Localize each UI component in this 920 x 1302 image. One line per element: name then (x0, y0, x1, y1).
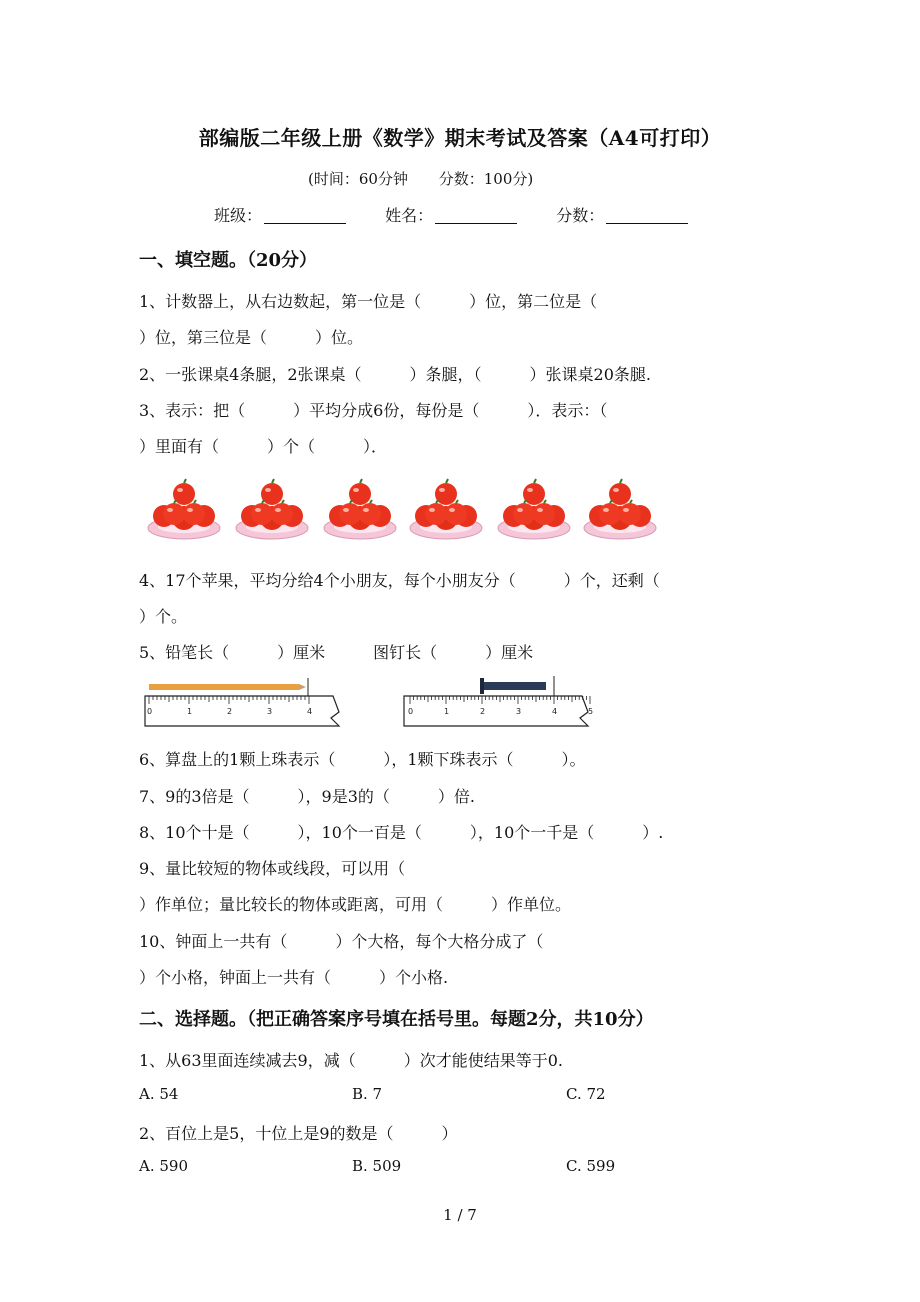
apple-plates-illustration (146, 478, 666, 544)
points-label: 分数： (556, 206, 605, 225)
question-line: 10、钟面上一共有（ ）个大格，每个大格分成了（ (139, 932, 544, 951)
ruler-tick-label: 1 (444, 707, 450, 716)
student-info (214, 203, 722, 226)
ruler-tick-label: 1 (187, 707, 193, 716)
question-line: 3、表示：把（ ）平均分成6份，每份是（ ）．表示：（ (139, 401, 608, 420)
question-line: 7、9的3倍是（ ），9是3的（ ）倍. (139, 787, 475, 806)
question-line: 8、10个十是（ ），10个一百是（ ），10个一千是（ ）. (139, 823, 664, 842)
ruler-tick-label: 4 (552, 707, 558, 716)
apple-plate (324, 479, 396, 539)
ruler-tick-label: 5 (588, 707, 594, 716)
apple-plate (236, 479, 308, 539)
question-line: 4、17个苹果，平均分给4个小朋友，每个小朋友分（ ）个，还剩（ (139, 571, 660, 590)
option-b[interactable]: B. 7 (352, 1085, 383, 1103)
option-a[interactable]: A. 54 (139, 1085, 179, 1103)
apple-plate (498, 479, 570, 539)
question-line: ）位，第三位是（ ）位。 (139, 328, 364, 347)
class-blank[interactable] (264, 207, 346, 224)
question-line: 9、量比较短的物体或线段，可以用（ (139, 859, 406, 878)
class-label: 班级： (214, 206, 263, 225)
question-line: 5、铅笔长（ ）厘米 图钉长（ ）厘米 (139, 643, 534, 662)
option-a[interactable]: A. 590 (139, 1157, 188, 1175)
question-line: ）个小格，钟面上一共有（ ）个小格. (139, 968, 449, 987)
option-c[interactable]: C. 599 (566, 1157, 616, 1175)
question-line: 1、计数器上，从右边数起，第一位是（ ）位，第二位是（ (139, 292, 598, 311)
apple-plate (410, 479, 482, 539)
name-blank[interactable] (435, 207, 517, 224)
pencil (149, 684, 299, 690)
time-limit: (时间：60分钟 (308, 170, 408, 188)
apple-plate (584, 479, 656, 539)
ruler-tick-label: 2 (227, 707, 233, 716)
question-line: ）作单位；量比较长的物体或距离，可用（ ）作单位。 (139, 895, 572, 914)
ruler-tick-label: 0 (408, 707, 414, 716)
apple-plate (148, 479, 220, 539)
ruler-tick-label: 2 (480, 707, 486, 716)
question-line: 2、百位上是5，十位上是9的数是（ ） (139, 1124, 458, 1143)
section-fill-blank-title: 一、填空题。（20分） (139, 250, 318, 271)
option-c[interactable]: C. 72 (566, 1085, 606, 1103)
ruler-body (404, 696, 588, 726)
section-choice-title: 二、选择题。（把正确答案序号填在括号里。每题2分，共10分） (139, 1009, 654, 1030)
page-number: 1 / 7 (443, 1206, 477, 1224)
name-label: 姓名： (385, 206, 434, 225)
points-blank[interactable] (606, 207, 688, 224)
question-line: ）个。 (139, 607, 188, 626)
pencil-ruler-illustration (143, 672, 353, 732)
pushpin (482, 682, 546, 690)
question-line: 1、从63里面连续减去9，减（ ）次才能使结果等于0. (139, 1051, 563, 1070)
pushpin-ruler-illustration (402, 672, 602, 732)
total-score: 分数：100分) (438, 170, 534, 188)
page-title: 部编版二年级上册《数学》期末考试及答案（A4可打印） (198, 126, 722, 150)
exam-meta (308, 168, 559, 189)
ruler-tick-label: 0 (147, 707, 153, 716)
question-line: 6、算盘上的1颗上珠表示（ ），1颗下珠表示（ ）。 (139, 750, 586, 769)
ruler-tick-label: 3 (516, 707, 522, 716)
question-line: ）里面有（ ）个（ ）． (139, 437, 388, 456)
ruler-tick-label: 4 (307, 707, 313, 716)
ruler-tick-label: 3 (267, 707, 273, 716)
option-b[interactable]: B. 509 (352, 1157, 402, 1175)
question-line: 2、一张课桌4条腿，2张课桌（ ）条腿，（ ）张课桌20条腿. (139, 365, 651, 384)
